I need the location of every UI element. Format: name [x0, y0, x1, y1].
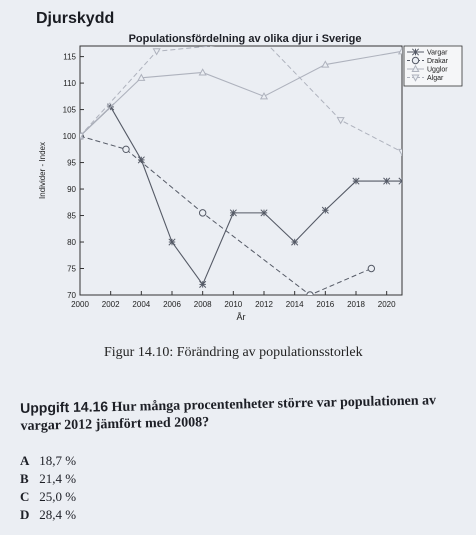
- legend: [404, 46, 462, 86]
- y-tick-label: 75: [67, 264, 76, 274]
- option-letter: A: [20, 453, 30, 468]
- data-point-triangle-down: [399, 149, 405, 155]
- x-tick-label: 2008: [193, 300, 212, 309]
- data-point-star: [169, 239, 175, 245]
- option-text: 21,4 %: [39, 471, 77, 486]
- answer-option-c[interactable]: [20, 488, 76, 506]
- data-point-star: [412, 49, 418, 55]
- option-text: 28,4 %: [39, 507, 77, 522]
- option-letter: D: [20, 507, 30, 522]
- data-point-star: [322, 207, 328, 213]
- series-line: [80, 136, 371, 295]
- y-tick-label: 100: [62, 132, 76, 142]
- y-tick-label: 110: [63, 79, 76, 89]
- answer-option-a[interactable]: [20, 452, 76, 470]
- data-point-triangle-down: [337, 118, 343, 124]
- series-algar: [77, 38, 405, 155]
- answer-options: [20, 452, 76, 524]
- y-tick-label: 80: [67, 238, 76, 248]
- x-tick-label: 2018: [347, 300, 365, 309]
- option-text: 18,7 %: [39, 453, 77, 468]
- legend-label: Ugglor: [427, 66, 448, 74]
- y-tick-label: 95: [67, 158, 76, 168]
- legend-label: Algar: [427, 75, 444, 82]
- data-point-star: [199, 281, 205, 287]
- data-point-star: [291, 239, 297, 245]
- x-tick-label: 2020: [377, 300, 396, 309]
- x-tick-label: 2002: [101, 300, 120, 309]
- answer-option-d[interactable]: [20, 506, 76, 524]
- series-vargar: [77, 104, 405, 288]
- y-tick-label: 105: [62, 105, 76, 115]
- figure-caption: Figur 14.10: Förändring av populationsstorlek: [104, 345, 363, 360]
- y-tick-label: 90: [67, 185, 76, 195]
- data-point-circle: [412, 57, 418, 63]
- option-letter: B: [20, 471, 29, 486]
- data-point-star: [353, 178, 359, 184]
- x-tick-label: 2012: [255, 300, 273, 309]
- x-tick-label: 2014: [285, 300, 304, 309]
- x-tick-label: 2006: [163, 300, 181, 309]
- legend-label: Drakar: [427, 58, 449, 65]
- series-line: [80, 51, 402, 136]
- x-tick-label: 2016: [316, 300, 335, 309]
- chart-title: Populationsfördelning av olika djur i Sverige: [128, 33, 362, 45]
- y-tick-label: 85: [67, 211, 76, 221]
- x-tick-label: 2010: [224, 300, 243, 309]
- data-point-star: [399, 178, 405, 184]
- answer-option-b[interactable]: [20, 470, 76, 488]
- data-point-triangle-down: [153, 49, 159, 55]
- y-tick-label: 115: [63, 52, 76, 62]
- question-text: Hur många procentenheter större var populationen av vargar 2012 jämfört med 2008?: [20, 393, 437, 434]
- data-point-star: [261, 210, 267, 216]
- option-letter: C: [20, 489, 30, 504]
- data-point-star: [230, 210, 236, 216]
- section-heading: Djurskydd: [36, 10, 115, 27]
- y-tick-label: 70: [67, 291, 76, 300]
- series-line: [80, 41, 402, 152]
- data-point-circle: [199, 210, 205, 216]
- series-ugglor: [77, 48, 405, 139]
- series-line: [80, 107, 402, 284]
- x-tick-label: 2004: [132, 300, 151, 309]
- legend-label: Vargar: [427, 49, 448, 57]
- option-text: 25,0 %: [39, 489, 77, 504]
- plot-frame: [80, 46, 402, 295]
- data-point-circle: [307, 292, 313, 298]
- series-drakar: [77, 133, 375, 298]
- question-block: [20, 391, 461, 435]
- question-label: Uppgift 14.16: [20, 398, 109, 416]
- x-tick-label: 2000: [71, 300, 89, 309]
- y-axis-label: Individer - Index: [38, 142, 47, 199]
- x-axis-label: År: [236, 312, 246, 322]
- data-point-star: [383, 178, 389, 184]
- data-point-circle: [368, 265, 374, 271]
- data-point-circle: [123, 146, 129, 152]
